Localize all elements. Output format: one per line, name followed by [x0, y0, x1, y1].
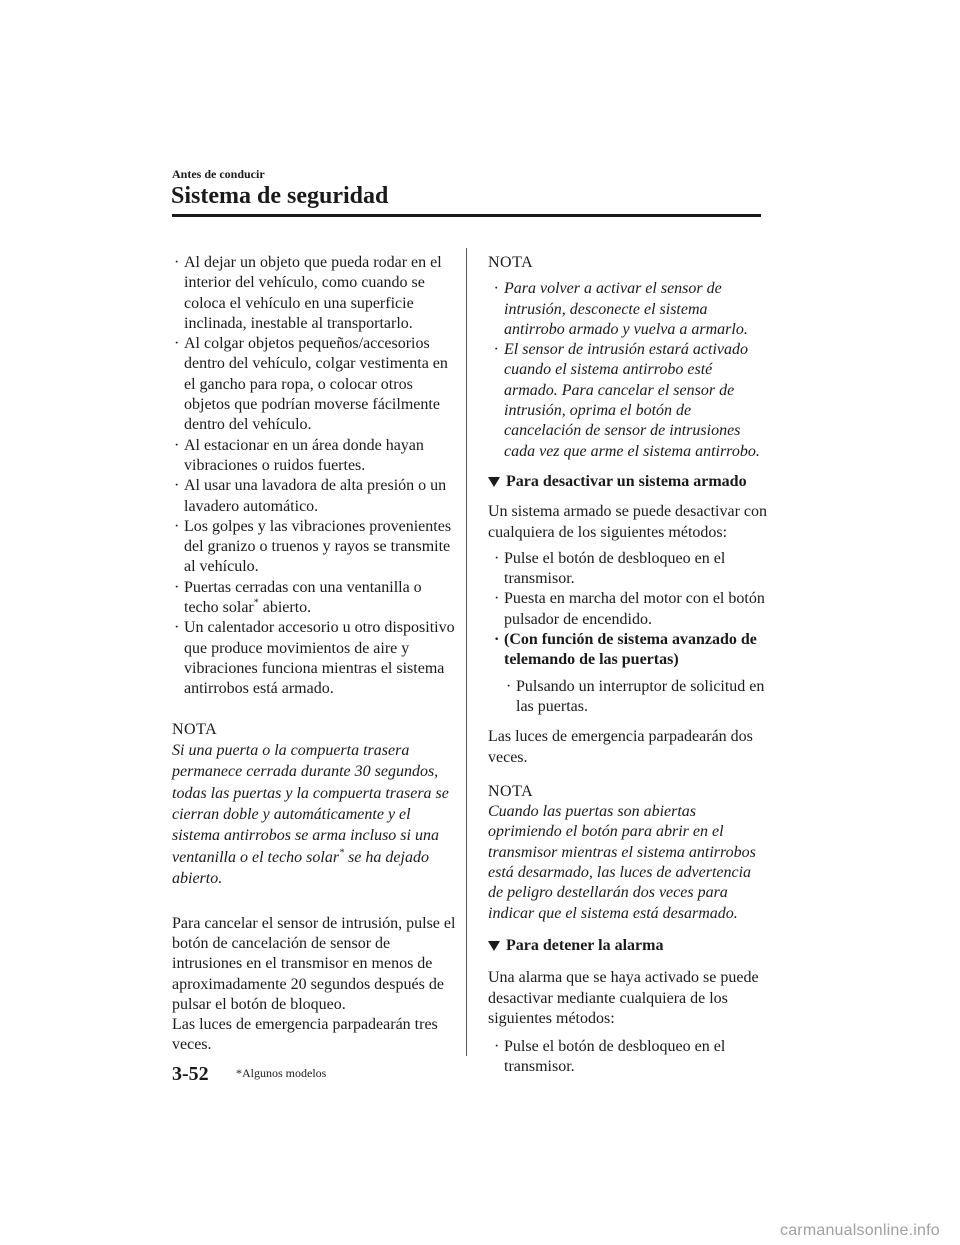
- triangle-down-icon: [488, 477, 500, 487]
- page-number: 3-52: [172, 1063, 209, 1085]
- bullet-dot-icon: ·: [174, 254, 180, 271]
- bullet-dot-icon: ·: [494, 631, 500, 649]
- note-text: Cuando las puertas son abiertas oprimiendo el botón para abrir en el transmisor mientras el sistema antirrobos está desarmado, las luces de advertencia de peligro destellarán dos veces para indicar que el sistema está desarmado.: [488, 803, 756, 922]
- paragraph: Las luces de emergencia parpadearán tres veces.: [172, 1016, 438, 1054]
- footnote: *Algunos modelos: [236, 1066, 327, 1080]
- bullet-dot-icon: ·: [174, 578, 180, 596]
- section-label: Antes de conducir: [172, 167, 265, 181]
- list-item: · Al dejar un objeto que pueda rodar en el interior del vehículo, como cuando se coloca el vehículo en una superficie inclinada, inestable al transportarlo.: [174, 254, 442, 332]
- list-item: · Al colgar objetos pequeños/accesorios dentro del vehículo, colgar vestimenta en el gancho para ropa, o colocar otros objetos que podrían moverse fácilmente dentro del vehículo.: [174, 335, 448, 434]
- bullet-dot-icon: ·: [174, 517, 180, 535]
- list-item: · Puertas cerradas con una ventanilla o techo solar* abierto.: [174, 578, 422, 617]
- paragraph: Las luces de emergencia parpadearán dos veces.: [488, 728, 753, 766]
- bullet-dot-icon: ·: [174, 436, 180, 454]
- list-item: · Pulsando un interruptor de solicitud en las puertas.: [506, 677, 765, 715]
- subheading: Para desactivar un sistema armado: [488, 472, 770, 492]
- list-item: · Al usar una lavadora de alta presión o un lavadero automático.: [174, 477, 447, 515]
- sub-bullet-list: [504, 677, 770, 718]
- list-item: · (Con función de sistema avanzado de telemando de las puertas): [494, 631, 757, 669]
- footnote-marker: *: [253, 597, 259, 609]
- page-title: Sistema de seguridad: [171, 183, 389, 209]
- note-label: NOTA: [488, 782, 534, 800]
- bullet-dot-icon: ·: [494, 1038, 500, 1056]
- bullet-dot-icon: ·: [494, 549, 500, 567]
- list-item: · Pulse el botón de desbloqueo en el transmisor.: [494, 1038, 726, 1076]
- bullet-dot-icon: ·: [506, 677, 512, 695]
- right-column: [488, 253, 770, 1078]
- list-item: · Al estacionar en un área donde hayan vibraciones o ruidos fuertes.: [174, 436, 424, 474]
- list-item: · Puesta en marcha del motor con el botón pulsador de encendido.: [494, 590, 765, 628]
- footnote-marker: *: [339, 847, 345, 859]
- column-divider: [466, 248, 467, 1056]
- bullet-dot-icon: ·: [174, 619, 180, 637]
- note-text: Si una puerta o la compuerta trasera permanece cerrada durante 30 segundos, todas las puertas y la compuerta trasera se cierran doble y automáticamente y el sistema antirrobos se arma incluso si una ventanilla o el techo solar* se ha dejado abierto.: [172, 741, 449, 888]
- title-rule: [172, 214, 761, 217]
- note-label: NOTA: [172, 720, 218, 738]
- subheading: Para detener la alarma: [488, 936, 770, 956]
- left-column: [172, 253, 456, 1056]
- paragraph: Un sistema armado se puede desactivar con cualquiera de los siguientes métodos:: [488, 503, 768, 541]
- paragraph: Para cancelar el sensor de intrusión, pulse el botón de cancelación de sensor de intrusiones en el transmisor en menos de aproximadamente 20 segundos después de pulsar el botón de bloqueo.: [172, 914, 456, 1013]
- list-item: · Un calentador accesorio u otro dispositivo que produce movimientos de aire y vibraciones funciona mientras el sistema antirrobos está armado.: [174, 619, 455, 698]
- list-item: · El sensor de intrusión estará activado cuando el sistema antirrobo esté armado. Para cancelar el sensor de intrusión, oprima el botón de cancelación de sensor de intrusiones cada vez que arme el sistema antirrobo.: [494, 341, 760, 460]
- list-item: · Pulse el botón de desbloqueo en el transmisor.: [494, 549, 726, 588]
- note-bullet-list: [492, 279, 770, 462]
- list-item: · Para volver a activar el sensor de intrusión, desconecte el sistema antirrobo armado y vuelva a armarlo.: [494, 280, 748, 338]
- watermark: carmanualsonline.info: [780, 1222, 940, 1239]
- triangle-down-icon: [488, 941, 500, 951]
- stop-alarm-bullet-list: [492, 1037, 770, 1078]
- bullet-dot-icon: ·: [174, 477, 180, 495]
- bullet-dot-icon: ·: [494, 590, 500, 608]
- bullet-dot-icon: ·: [494, 341, 498, 359]
- list-item: · Los golpes y las vibraciones provenientes del granizo o truenos y rayos se transmite al vehículo.: [174, 517, 452, 576]
- method-bullet-list: [492, 549, 770, 671]
- bullet-dot-icon: ·: [174, 335, 180, 353]
- paragraph: Una alarma que se haya activado se puede desactivar mediante cualquiera de los siguientes métodos:: [488, 969, 759, 1027]
- left-bullet-list: [172, 253, 456, 700]
- note-label: NOTA: [488, 254, 534, 271]
- bullet-dot-icon: ·: [494, 280, 498, 298]
